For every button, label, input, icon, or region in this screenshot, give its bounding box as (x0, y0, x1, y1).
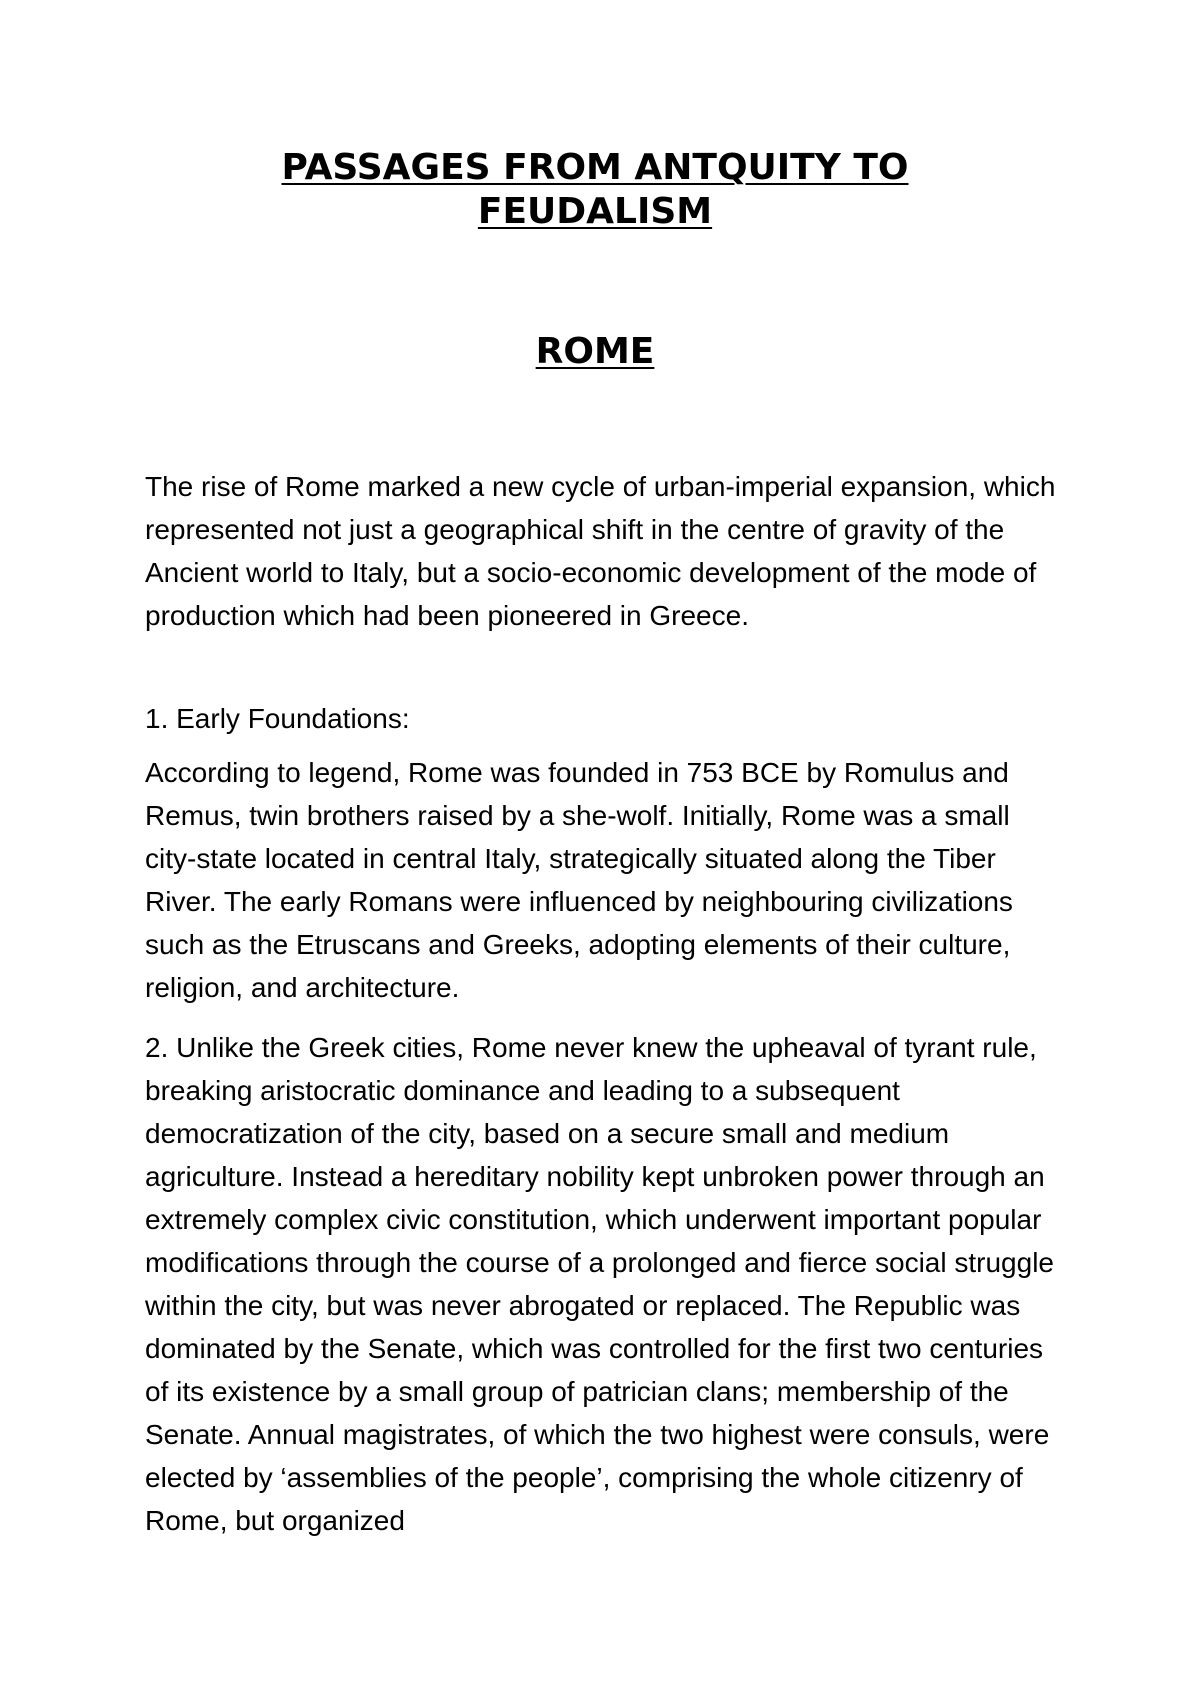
paragraph-greek-comparison: 2. Unlike the Greek cities, Rome never knew the upheaval of tyrant rule, breaking aristocratic dominance and leading to a subsequent democratization of the city, based on a secure small and medium agriculture. Instead a hereditary nobility kept unbroken power through an extremely complex civic constitution, which underwent important popular modifications through the course of a prolonged and fierce social struggle within the city, but was never abrogated or replaced. The Republic was dominated by the Senate, which was controlled for the first two centuries of its existence by a small group of patrician clans; membership of the Senate. Annual magistrates, of which the two highest were consuls, were elected by ‘assemblies of the people’, comprising the whole citizenry of Rome, but organized (145, 1032, 1054, 1536)
title-line-1: PASSAGES FROM ANTQUITY TO (281, 147, 909, 188)
section-heading: ROME (535, 331, 655, 372)
paragraph-intro: The rise of Rome marked a new cycle of urban-imperial expansion, which represented not just a geographical shift in the centre of gravity of the Ancient world to Italy, but a socio-economic development of the mode of production which had been pioneered in Greece. (145, 471, 1056, 631)
document-title (145, 146, 1045, 234)
paragraph-heading-early-foundations: 1. Early Foundations: (145, 703, 410, 734)
paragraph-early-foundations: According to legend, Rome was founded in 753 BCE by Romulus and Remus, twin brothers raised by a she-wolf. Initially, Rome was a small city-state located in central Italy, strategically situated along the Tiber River. The early Romans were influenced by neighbouring civilizations such as the Etruscans and Greeks, adopting elements of their culture, religion, and architecture. (145, 757, 1013, 1003)
title-line-2: FEUDALISM (477, 191, 713, 232)
